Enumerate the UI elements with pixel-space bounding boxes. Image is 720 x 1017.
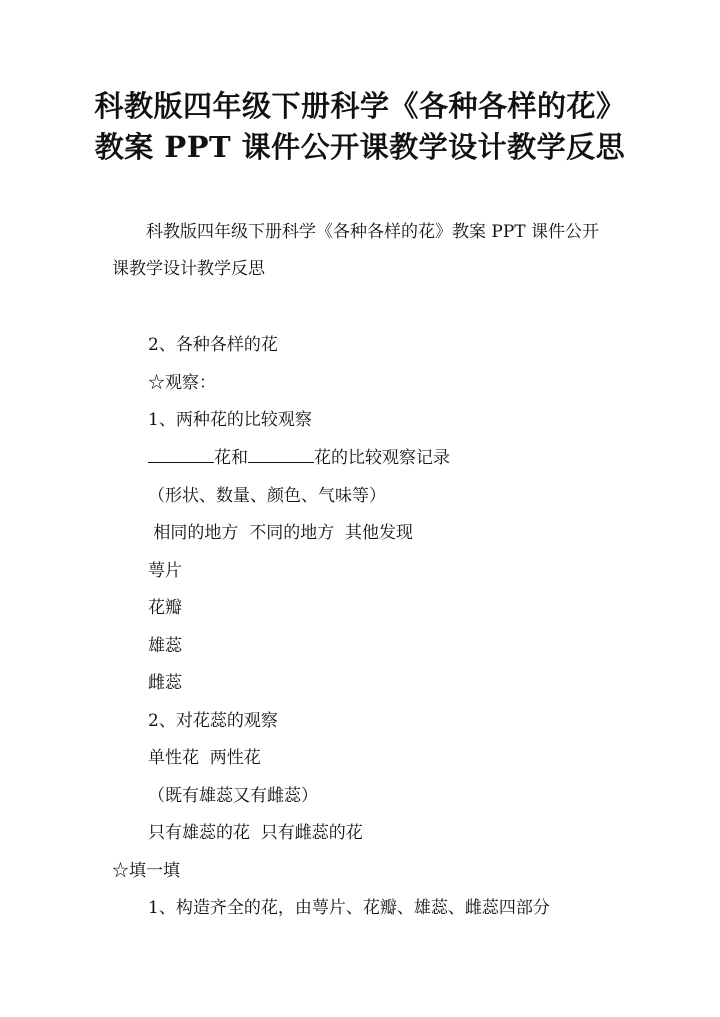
compare-heading: 1、两种花的比较观察 (148, 410, 312, 430)
intro-paragraph: 科教版四年级下册科学《各种各样的花》教案 PPT 课件公开课教学设计教学反思 (112, 222, 600, 279)
row-petal: 花瓣 (148, 598, 182, 618)
record-end: 花的比较观察记录 (314, 448, 450, 468)
record-note: （形状、数量、颜色、气味等） (148, 486, 386, 506)
fill-heading: ☆填一填 (112, 861, 180, 881)
flower-types: 单性花 两性花 (148, 748, 261, 768)
blank-2 (248, 448, 314, 463)
record-line (148, 446, 450, 470)
bisexual-note: （既有雄蕊又有雌蕊） (148, 786, 318, 806)
record-mid: 花和 (214, 448, 248, 468)
row-sepal: 萼片 (148, 561, 182, 581)
table-header: 相同的地方 不同的地方 其他发现 (148, 523, 414, 543)
document-title (60, 86, 660, 168)
row-stamen: 雄蕊 (148, 636, 182, 656)
observe-heading: ☆观察： (148, 373, 216, 393)
fill-item-1: 1、构造齐全的花，由萼片、花瓣、雄蕊、雌蕊四部分 (148, 898, 550, 918)
section-heading: 2、各种各样的花 (148, 335, 278, 355)
title-line-2: 教案 PPT 课件公开课教学设计教学反思 (94, 130, 626, 164)
title-line-1: 科教版四年级下册科学《各种各样的花》 (94, 89, 626, 123)
stamen-heading: 2、对花蕊的观察 (148, 711, 278, 731)
blank-1 (148, 448, 214, 463)
unisexual-types: 只有雄蕊的花 只有雌蕊的花 (148, 823, 363, 843)
row-pistil: 雌蕊 (148, 673, 182, 693)
